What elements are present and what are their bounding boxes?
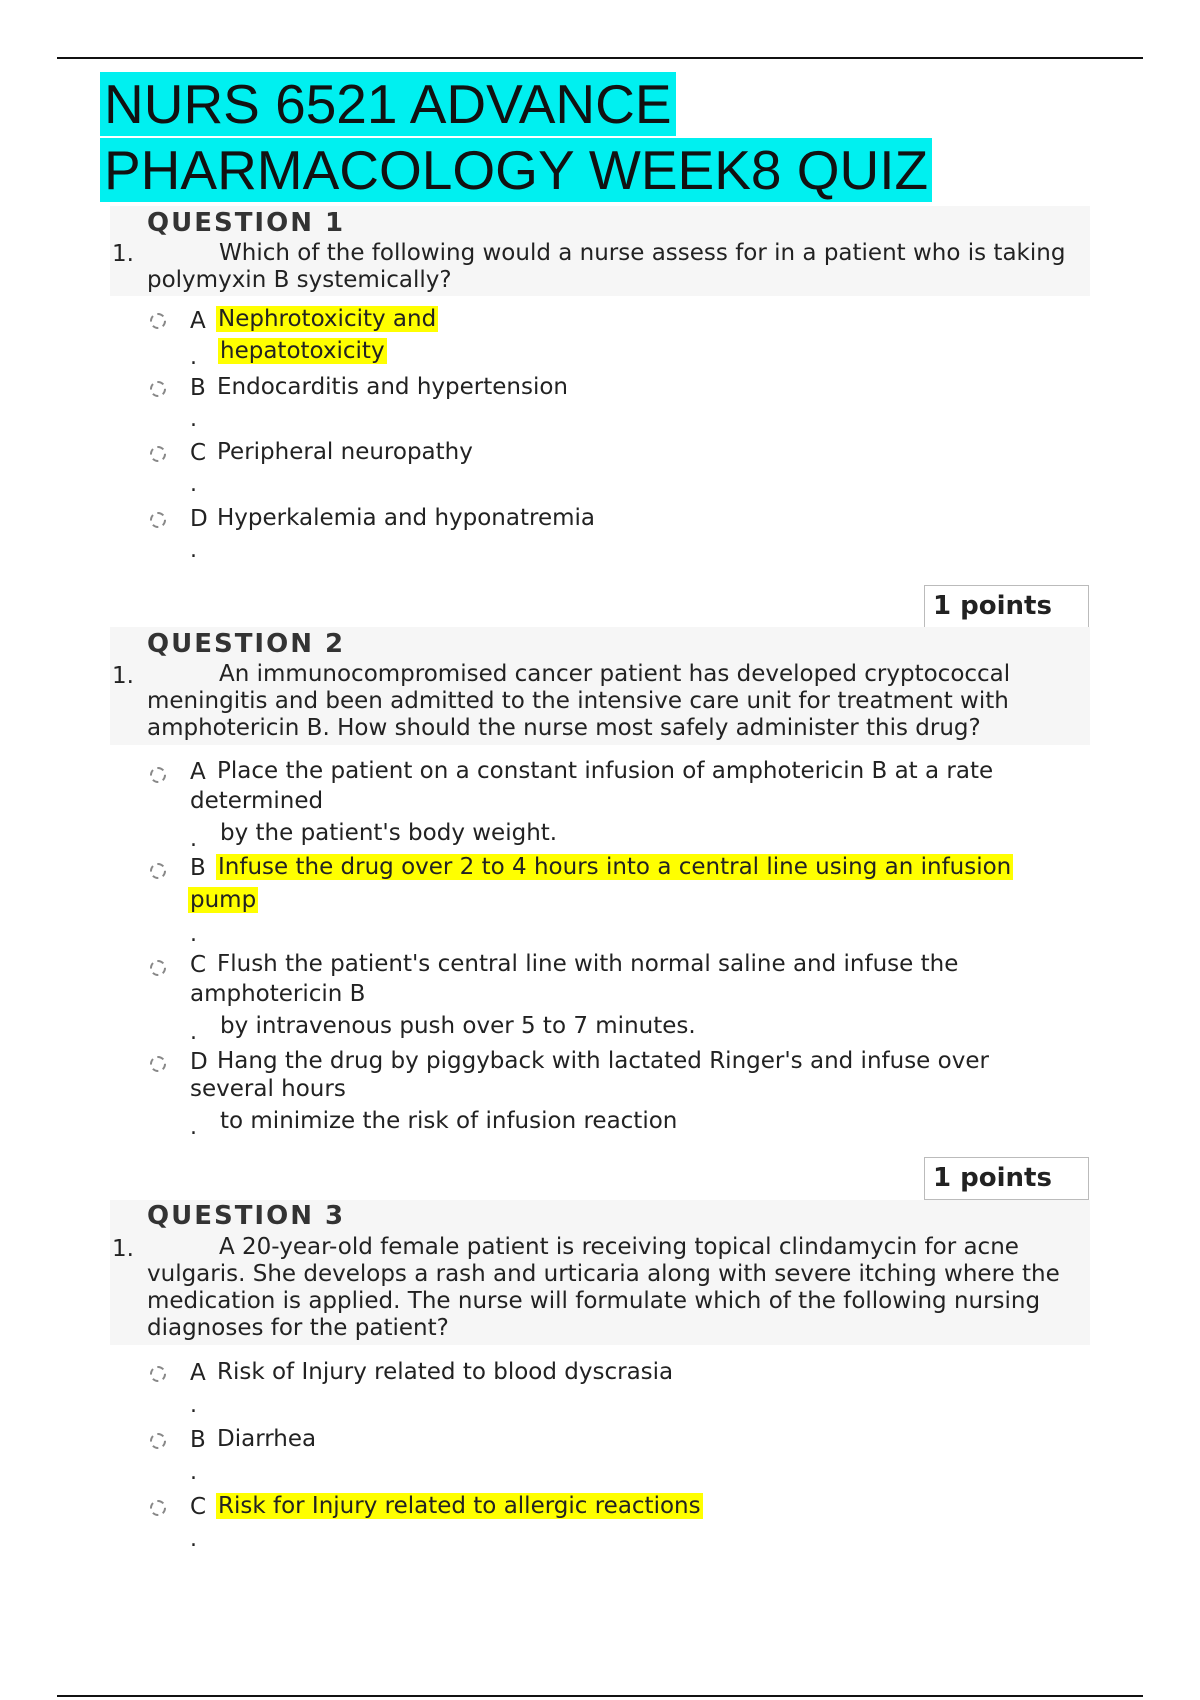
q3-option-b-radio[interactable] — [150, 1433, 166, 1449]
q1-option-c-letter: C — [190, 440, 207, 466]
q3-option-c-letter: C — [190, 1494, 207, 1520]
q1-option-b-letter: B — [190, 375, 206, 401]
q1-option-c-dot: . — [190, 472, 197, 497]
q2-option-c-line2: amphotericin B — [190, 981, 366, 1007]
q1-option-d-letter: D — [190, 506, 208, 532]
title-line-2: PHARMACOLOGY WEEK8 QUIZ — [100, 138, 932, 202]
q1-option-a-line1: Nephrotoxicity and — [218, 306, 437, 332]
q2-option-b-line1-text: Infuse the drug over 2 to 4 hours into a central line using an infusion — [218, 854, 1012, 880]
q3-option-b-letter: B — [190, 1427, 206, 1453]
q2-option-c-dot: . — [190, 1020, 197, 1045]
question-2-text: An immunocompromised cancer patient has developed cryptococcal meningitis and been admitted to the intensive care unit for treatment with amphotericin B. How should the nurse most safely administer this drug? — [147, 661, 1011, 741]
q3-option-a-text[interactable]: Risk of Injury related to blood dyscrasia — [217, 1359, 674, 1385]
question-2-heading: QUESTION 2 — [147, 629, 346, 659]
q2-option-c-radio[interactable] — [150, 960, 166, 976]
q2-option-a-radio[interactable] — [150, 767, 166, 783]
q2-option-c-letter: C — [190, 952, 207, 978]
q1-option-a-letter: A — [190, 308, 206, 334]
question-3-heading: QUESTION 3 — [147, 1201, 346, 1231]
q2-option-c-line3: by intravenous push over 5 to 7 minutes. — [220, 1013, 696, 1039]
q1-option-b-dot: . — [190, 407, 197, 432]
question-3-number: 1. — [112, 1236, 134, 1262]
q2-option-c-line1[interactable]: Flush the patient's central line with normal saline and infuse the — [217, 951, 959, 977]
question-3-text: A 20-year-old female patient is receiving topical clindamycin for acne vulgaris. She develops a rash and urticaria along with severe itching where the medication is applied. The nurse will formulate which of the following nursing diagnoses for the patient? — [147, 1234, 1060, 1341]
q2-option-b-letter: B — [190, 855, 206, 881]
q1-option-d-dot: . — [190, 538, 197, 563]
q3-option-a-dot: . — [190, 1393, 197, 1418]
q1-option-c-text[interactable]: Peripheral neuropathy — [217, 439, 473, 465]
q1-option-a-radio[interactable] — [150, 313, 166, 329]
q2-option-a-line3: by the patient's body weight. — [220, 820, 558, 846]
q2-option-d-line2: several hours — [190, 1076, 346, 1102]
q2-option-d-dot: . — [190, 1115, 197, 1140]
question-2-points: 1 points — [924, 1157, 1089, 1200]
q3-option-b-text[interactable]: Diarrhea — [217, 1426, 317, 1452]
q2-option-a-dot: . — [190, 827, 197, 852]
q3-option-a-radio[interactable] — [150, 1366, 166, 1382]
q1-option-a-line2: hepatotoxicity — [220, 338, 385, 364]
q2-option-a-line2: determined — [190, 788, 324, 814]
bottom-rule — [57, 1695, 1143, 1697]
q1-option-a-dot: . — [190, 345, 197, 370]
question-1-text: Which of the following would a nurse assess for in a patient who is taking polymyxin B systemically? — [147, 240, 1066, 293]
question-1-number: 1. — [112, 241, 134, 267]
q3-option-c-radio[interactable] — [150, 1500, 166, 1516]
q2-option-a-letter: A — [190, 759, 206, 785]
q2-option-b-line2-text: pump — [190, 887, 257, 913]
q1-option-c-radio[interactable] — [150, 446, 166, 462]
q2-option-b-radio[interactable] — [150, 863, 166, 879]
q2-option-b-line2[interactable] — [188, 885, 258, 916]
question-2-number: 1. — [112, 663, 134, 689]
question-1-heading: QUESTION 1 — [147, 208, 346, 238]
q1-option-d-text[interactable]: Hyperkalemia and hyponatremia — [217, 505, 595, 531]
q1-option-a-text-2[interactable] — [218, 336, 387, 367]
q2-option-b-line1[interactable] — [216, 852, 1013, 883]
q2-option-a-line1[interactable]: Place the patient on a constant infusion of amphotericin B at a rate — [217, 758, 994, 784]
q2-option-d-radio[interactable] — [150, 1056, 166, 1072]
q1-option-a-text[interactable] — [216, 304, 438, 335]
q1-option-b-radio[interactable] — [150, 381, 166, 397]
q1-option-b-text[interactable]: Endocarditis and hypertension — [217, 374, 569, 400]
q2-option-d-letter: D — [190, 1049, 208, 1075]
q3-option-b-dot: . — [190, 1460, 197, 1485]
q3-option-c-dot: . — [190, 1527, 197, 1552]
top-rule — [57, 57, 1143, 59]
q2-option-d-line1[interactable]: Hang the drug by piggyback with lactated Ringer's and infuse over — [217, 1048, 989, 1074]
q1-option-d-radio[interactable] — [150, 512, 166, 528]
question-1-points: 1 points — [924, 585, 1089, 628]
q3-option-c-text[interactable] — [216, 1491, 703, 1522]
title-line-1: NURS 6521 ADVANCE — [100, 72, 676, 136]
q3-option-a-letter: A — [190, 1360, 206, 1386]
q2-option-b-dot: . — [190, 922, 197, 947]
q2-option-d-line3: to minimize the risk of infusion reaction — [220, 1108, 678, 1134]
q3-option-c-text-highlight: Risk for Injury related to allergic reactions — [218, 1493, 701, 1519]
